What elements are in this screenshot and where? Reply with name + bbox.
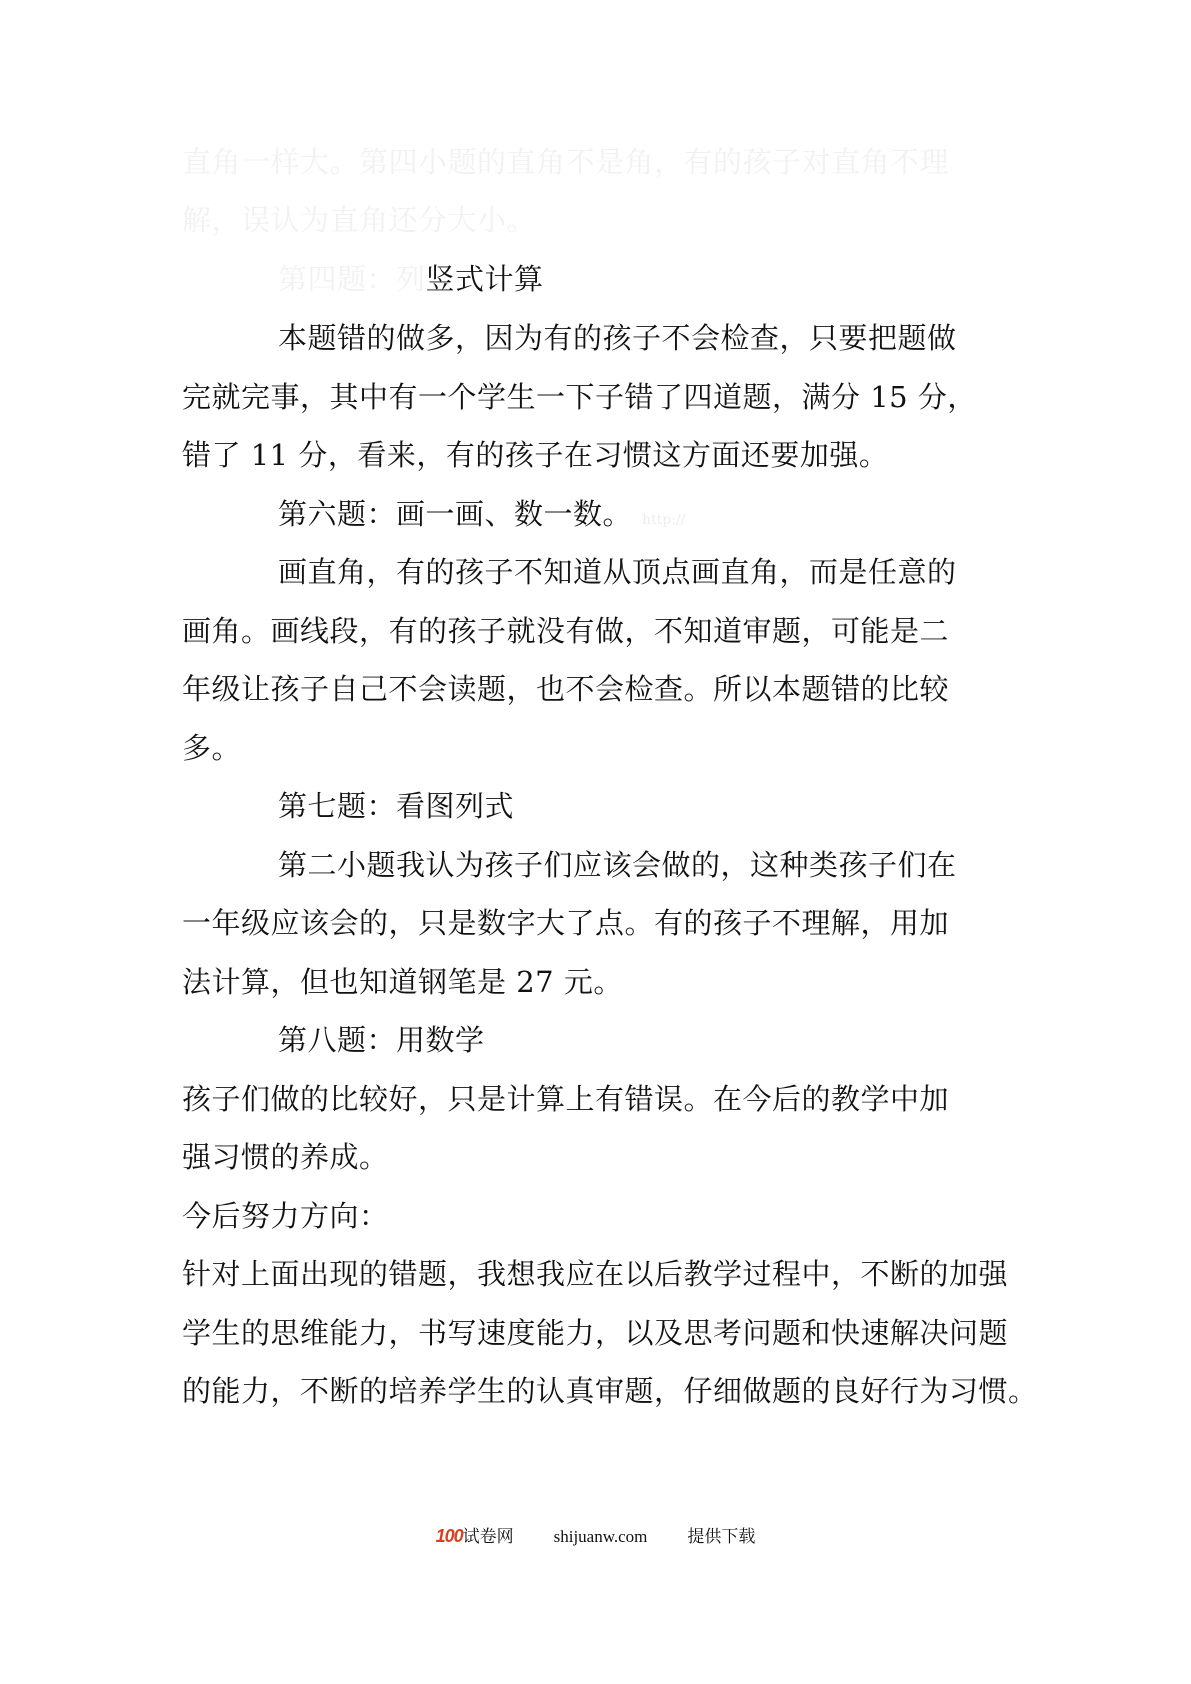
section-7-heading: 第七题：看图列式 <box>278 789 515 823</box>
section-8-heading: 第八题：用数学 <box>278 1023 485 1057</box>
section-4-heading-text: 竖式计算 <box>425 262 544 296</box>
site-logo: 100 <box>435 1526 463 1546</box>
section-6-paragraph-line: 画角。画线段，有的孩子就没有做，不知道审题，可能是二 <box>182 614 950 648</box>
site-name: 试卷网 <box>462 1527 514 1546</box>
future-direction-paragraph-line: 学生的思维能力，书写速度能力，以及思考问题和快速解决问题 <box>182 1316 1009 1350</box>
watermark-line-2: 解，误认为直角还分大小。 <box>182 203 537 237</box>
section-6-paragraph-line: 年级让孩子自己不会读题，也不会检查。所以本题错的比较 <box>182 672 950 706</box>
future-direction-paragraph-line: 针对上面出现的错题，我想我应在以后教学过程中，不断的加强 <box>182 1257 1009 1291</box>
watermark-line-1: 直角一样大。第四小题的直角不是角，有的孩子对直角不理 <box>182 145 950 179</box>
footer-tagline: 提供下载 <box>687 1527 756 1546</box>
page-footer <box>0 1524 1191 1549</box>
section-4-paragraph-line: 错了 11 分，看来，有的孩子在习惯这方面还要加强。 <box>182 438 889 472</box>
section-7-paragraph-line: 一年级应该会的，只是数字大了点。有的孩子不理解，用加 <box>182 906 950 940</box>
section-6-heading <box>278 494 1017 534</box>
section-6-paragraph-line: 多。 <box>182 731 242 765</box>
section-7-paragraph-line: 法计算，但也知道钢笔是 27 元。 <box>182 965 623 999</box>
section-4-paragraph-line: 完就完事，其中有一个学生一下子错了四道题，满分 15 分， <box>182 380 977 414</box>
section-8-paragraph-line: 强习惯的养成。 <box>182 1140 389 1174</box>
section-6-heading-text: 第六题：画一画、数一数。 <box>278 497 633 531</box>
section-6-paragraph-line: 画直角，有的孩子不知道从顶点画直角，而是任意的 <box>278 555 957 589</box>
section-8-paragraph-line: 孩子们做的比较好，只是计算上有错误。在今后的教学中加 <box>182 1082 950 1116</box>
section-4-paragraph-line: 本题错的做多，因为有的孩子不会检查，只要把题做 <box>278 321 957 355</box>
section-7-paragraph-line: 第二小题我认为孩子们应该会做的，这种类孩子们在 <box>278 848 957 882</box>
section-4-heading <box>278 259 1017 299</box>
future-direction-heading: 今后努力方向： <box>182 1199 389 1233</box>
watermark-http: http:// <box>642 512 686 528</box>
future-direction-paragraph-line: 的能力，不断的培养学生的认真审题，仔细做题的良好行为习惯。 <box>182 1374 1038 1408</box>
watermark-heading-prefix: 第四题：列 <box>278 262 426 296</box>
site-url[interactable]: shijuanw.com <box>553 1527 648 1546</box>
